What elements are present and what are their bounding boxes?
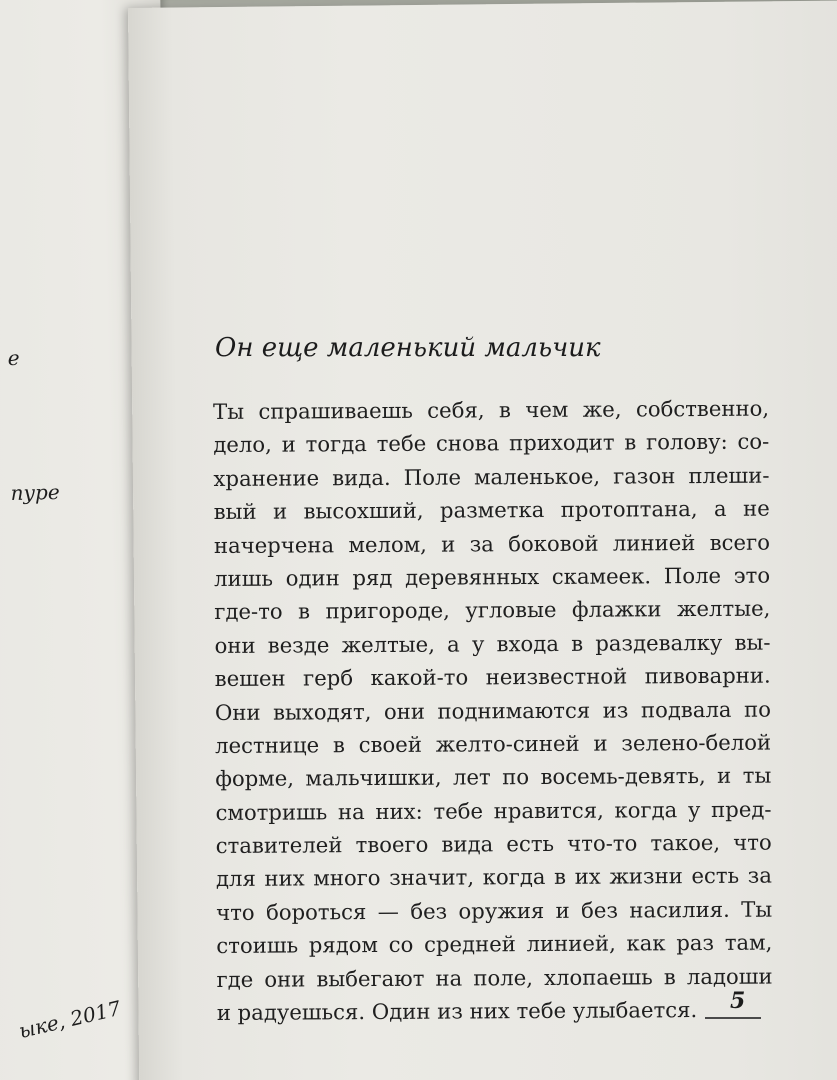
page-number-rule [705, 1017, 761, 1019]
text-line: где они выбегают на поле, хлопаешь в ладоши [216, 963, 773, 992]
text-line: хранение вида. Поле маленькое, газон плеши- [213, 462, 770, 491]
text-line: смотришь на них: тебе нравится, когда у пред- [215, 796, 772, 825]
text-line: лестнице в своей желто-синей и зелено-белой [215, 729, 772, 758]
text-line: вый и высохший, разметка протоптана, а не [213, 495, 770, 525]
page-number: 5 [730, 988, 746, 1014]
text-line: что бороться — без оружия и без насилия. Ты [216, 896, 773, 925]
text-line: лишь один ряд деревянных скамеек. Поле это [214, 562, 771, 591]
chapter-title: Он еще маленький мальчик [215, 333, 601, 363]
text-line: Ты спрашиваешь себя, в чем же, собственно, [213, 395, 770, 424]
text-line: Они выходят, они поднимаются из подвала по [214, 696, 772, 725]
text-line: и радуешься. Один из них тебе улыбается. [216, 997, 698, 1026]
text-line: начерчена мелом, и за боковой линией всего [213, 529, 770, 558]
text-line: форме, мальчишки, лет по восемь-девять, и ты [215, 762, 772, 792]
left-page-fragment-word: пуре [10, 480, 60, 506]
left-page-footer-fragment: ыке, 2017 [16, 995, 124, 1043]
text-line: они везде желтые, а у входа в раздевалку вы- [214, 629, 771, 658]
body-paragraph [213, 392, 773, 1030]
text-line: стоишь рядом со средней линией, как раз там, [216, 929, 773, 959]
text-line: для них много значит, когда в их жизни есть за [215, 863, 773, 892]
text-line: вешен герб какой-то неизвестной пивоварни. [214, 662, 771, 692]
text-line: где-то в пригороде, угловые флажки желтые, [214, 595, 771, 625]
text-line: ставителей твоего вида есть что-то такое, что [215, 829, 772, 859]
text-line: дело, и тогда тебе снова приходит в голову: со- [213, 428, 770, 458]
left-page-fragment-letter: е [7, 345, 20, 371]
